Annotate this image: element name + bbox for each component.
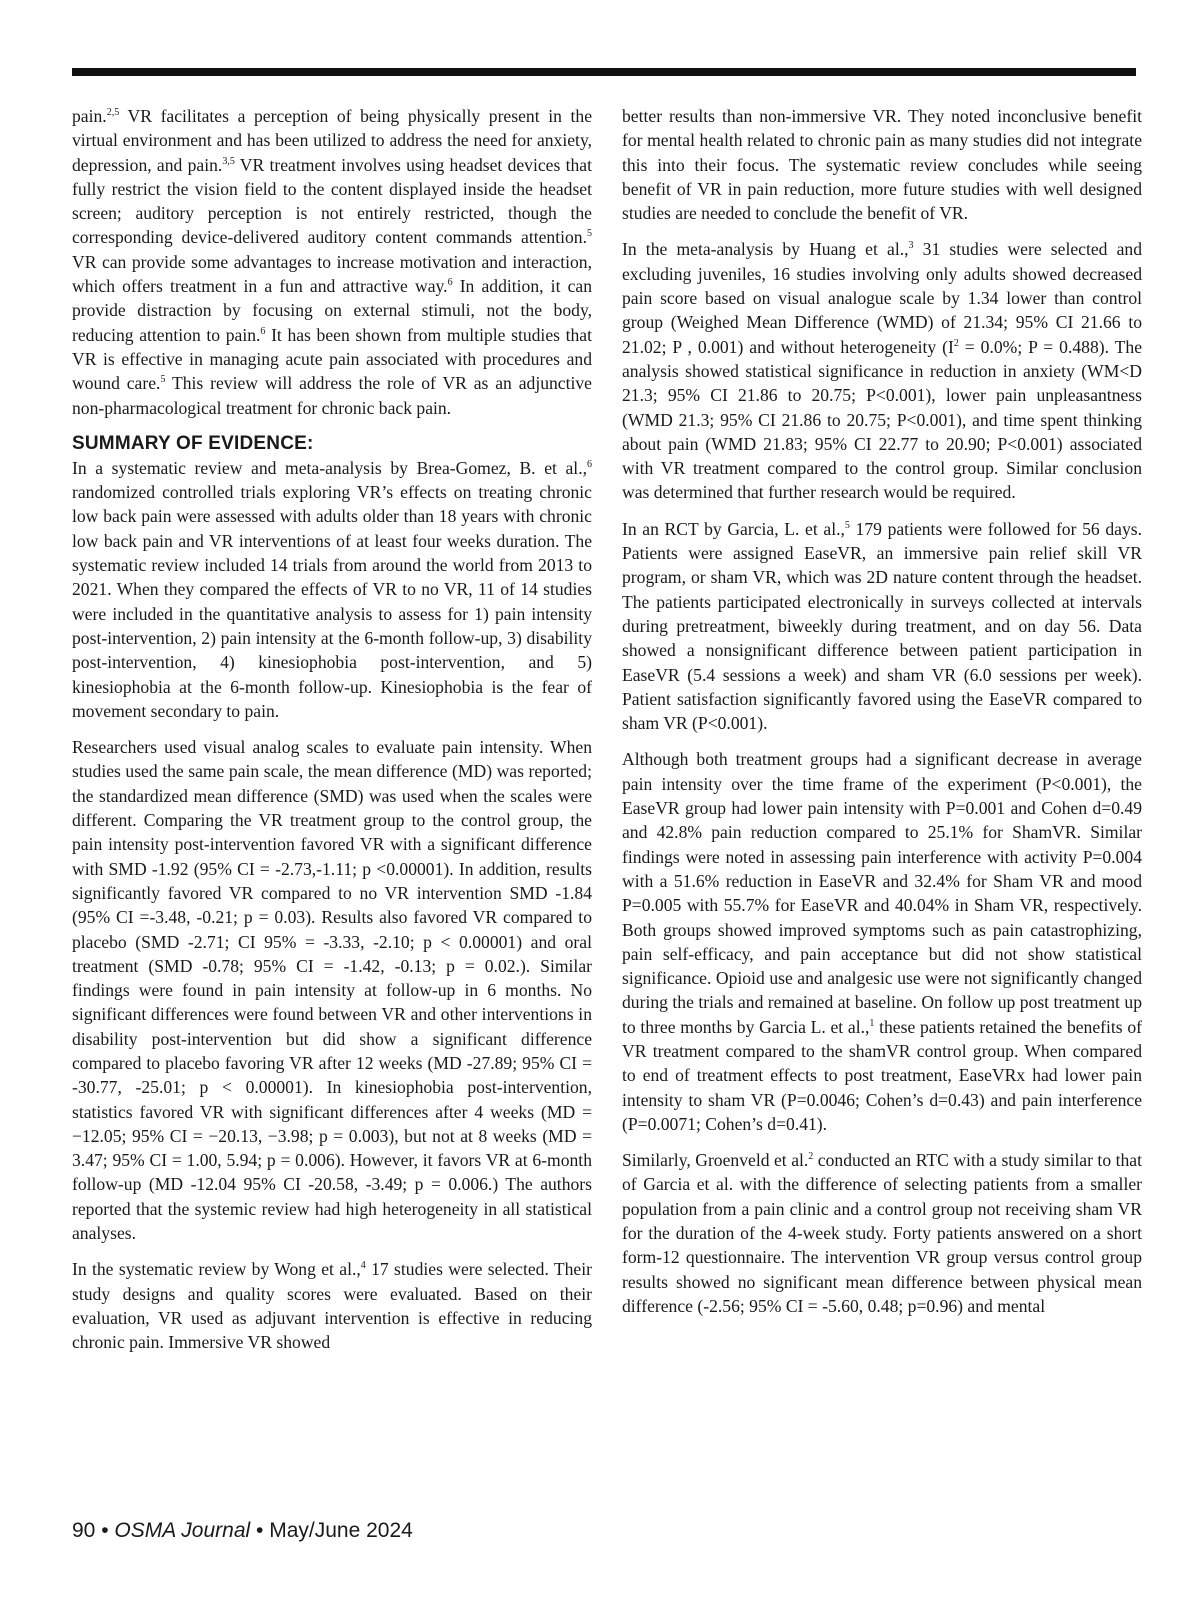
citation-ref: 5 — [587, 228, 592, 240]
citation-ref: 3 — [908, 240, 914, 252]
paragraph-treatment-groups: Although both treatment groups had a significant decrease in average pain intensity over the time frame of the experiment (P<0.001), the EaseVR group had lower pain intensity with P=0.001 and Cohen d=0.49 and 42.8% pain reduction compared to 25.1% for ShamVR. Similar findings were noted in assessing pain interference with activity P=0.004 with a 51.6% reduction in EaseVR and 32.4% for Sham VR and mood P=0.005 with 55.7% for EaseVR and 40.04% in Sham VR, respectively. Both groups showed improved symptoms such as pain catastrophizing, pain self-efficacy, and pain acceptance but did not show statistical significance. Opioid use and analgesic use were not significantly changed during the trials and remained at baseline. On follow up post treatment up to three months by Garcia L. et al.,$^1$ these patients retained the benefits of VR treatment compared to the shamVR control group. When compared to end of treatment effects to post treatment, EaseVRx had lower pain intensity to sham VR (P=0.0046; Cohen’s d=0.43) and pain interference (P=0.0071; Cohen’s d=0.41). — [622, 749, 1142, 1134]
section-heading: SUMMARY OF EVIDENCE: — [72, 432, 314, 454]
citation-ref: 5 — [844, 519, 850, 531]
paragraph-garcia-rct: In an RCT by Garcia, L. et al.,$^5$ 179 patients were followed for 56 days. Patients were assigned EaseVR, an immersive pain relief skill VR program, or sham VR, which was 2D nature content through the headset. The patients participated electronically in surveys collected at intervals during pretreatment, biweekly during treatment, and on day 56. Data showed a nonsignificant difference between patient participation in EaseVR (5.4 sessions a week) and sham VR (6.0 sessions per week). Patient satisfaction significantly favored using the EaseVR compared to sham VR (P<0.001). — [622, 518, 1142, 734]
superscript: 2 — [953, 337, 959, 349]
citation-ref: 1 — [869, 1017, 875, 1029]
left-column — [72, 104, 592, 1367]
issue-date: May/June 2024 — [269, 1519, 413, 1542]
page-footer: 90 • OSMA Journal • May/June 2024 — [72, 1519, 413, 1542]
paragraph-groenveld: Similarly, Groenveld et al.$^2$ conducted an RTC with a study similar to that of Garcia et al. with the difference of selecting patients from a smaller population from a pain clinic and a control group not receiving sham VR for the duration of the 4-week study. Forty patients answered on a short form-12 questionnaire. The intervention VR group versus control group results showed no significant mean difference between physical mean difference (-2.56; 95% CI = -5.60, 0.48; p=0.96) and mental — [622, 1150, 1142, 1316]
citation-ref: 2 — [808, 1151, 814, 1163]
top-rule — [72, 68, 1136, 76]
citation-ref: 4 — [360, 1260, 366, 1272]
right-column — [622, 104, 1142, 1330]
citation-ref: 6 — [447, 277, 453, 289]
citation-ref: 3,5 — [222, 155, 235, 167]
citation-ref: 2,5 — [106, 107, 120, 119]
paragraph-wong: In the systematic review by Wong et al.,$^4$ 17 studies were selected. Their study designs and quality scores were evaluated. Based on their evaluation, VR used as adjuvant intervention is effective in reducing chronic pain. Immersive VR showed — [72, 1259, 592, 1353]
citation-ref: 5 — [160, 374, 166, 386]
paragraph-huang: In the meta-analysis by Huang et al.,$^3$ 31 studies were selected and excluding juveniles, 16 studies involving only adults showed decreased pain score based on visual analogue scale by 1.34 lower than control group (Weighed Mean Difference (WMD) of 21.34; 95% CI 21.66 to 21.02; P , 0.001) and without heterogeneity ($I^2 = 0.0\%$; P = 0.488). The analysis showed statistical significance in reduction in anxiety (WM<D 21.3; 95% CI 21.86 to 20.75; P<0.001), lower pain unpleasantness (WMD 21.3; 95% CI 21.86 to 20.75; P<0.001), and time spent thinking about pain (WMD 21.83; 95% CI 22.77 to 20.90; P<0.001) associated with VR treatment compared to the control group. Similar conclusion was determined that further research would be required. — [622, 239, 1143, 503]
paragraph-brea-gomez: In a systematic review and meta-analysis by Brea-Gomez, B. et al.,$^6$ randomized controlled trials exploring VR’s effects on treating chronic low back pain were assessed with adults older than 18 years with chronic low back pain and VR interventions of at least four weeks duration. The systematic review included 14 trials from around the world from 2013 to 2021. When they compared the effects of VR to no VR, 11 of 14 studies were included in the quantitative analysis to assess for 1) pain intensity post-intervention, 2) pain intensity at the 6-month follow-up, 3) disability post-intervention, 4) kinesiophobia post-intervention, and 5) kinesiophobia at the 6-month follow-up. Kinesiophobia is the fear of movement secondary to pain. — [72, 457, 592, 721]
paragraph-wong-continued: better results than non-immersive VR. They noted inconclusive benefit for mental health related to chronic pain as many studies did not integrate this into their focus. The systematic review concludes while seeing benefit of VR in pain reduction, more future studies with well designed studies are needed to conclude the benefit of VR. — [622, 106, 1142, 224]
citation-ref: 6 — [587, 459, 592, 470]
paragraph-intro: pain.$^{2,5}$ VR facilitates a perception of being physically present in the virtual environment and has been utilized to address the need for anxiety, depression, and pain.$^{3,5}$ VR treatment involves using headset devices that fully restrict the vision field to the content displayed inside the headset screen; auditory perception is not entirely restricted, though the corresponding device-delivered auditory content commands attention.$^5$ VR can provide some advantages to increase motivation and interaction, which offers treatment in a fun and attractive way.$^6$ In addition, it can provide distraction by focusing on external stimuli, not the body, reducing attention to pain.$^6$ It has been shown from multiple studies that VR is effective in managing acute pain associated with procedures and wound care.$^5$ This review will address the role of VR as an adjunctive non-pharmacological treatment for chronic back pain. — [72, 106, 593, 418]
paragraph-researchers: Researchers used visual analog scales to evaluate pain intensity. When studies used the same pain scale, the mean difference (MD) was reported; the standardized mean difference (SMD) was used when the scales were different. Comparing the VR treatment group to the control group, the pain intensity post-intervention favored VR with a significant difference with SMD -1.92 (95% CI = -2.73,-1.11; p <0.00001). In addition, results significantly favored VR compared to no VR intervention SMD -1.84 (95% CI =-3.48, -0.21; p = 0.03). Results also favored VR compared to placebo (SMD -2.71; CI 95% = -3.33, -2.10; p < 0.00001) and oral treatment (SMD -0.78; 95% CI = -1.42, -0.13; p = 0.02.). Similar findings were found in pain intensity at follow-up in 6 months. No significant differences were found between VR and other interventions in disability post-intervention but did show a significant difference compared to placebo favoring VR after 12 weeks (MD -27.89; 95% CI = -30.77, -25.01; p < 0.00001). In kinesiophobia post-intervention, statistics favored VR with significant differences after 4 weeks (MD = −12.05; 95% CI = −20.13, −3.98; p = 0.003), but not at 8 weeks (MD = 3.47; 95% CI = 1.00, 5.94; p = 0.006). However, it favors VR at 6-month follow-up (MD -12.04 95% CI -20.58, -3.49; p = 0.006.) The authors reported that the systemic review had high heterogeneity in all statistical analyses. — [72, 737, 592, 1244]
page-number: 90 — [72, 1519, 96, 1542]
journal-name: OSMA Journal — [114, 1519, 251, 1542]
citation-ref: 6 — [260, 325, 266, 337]
